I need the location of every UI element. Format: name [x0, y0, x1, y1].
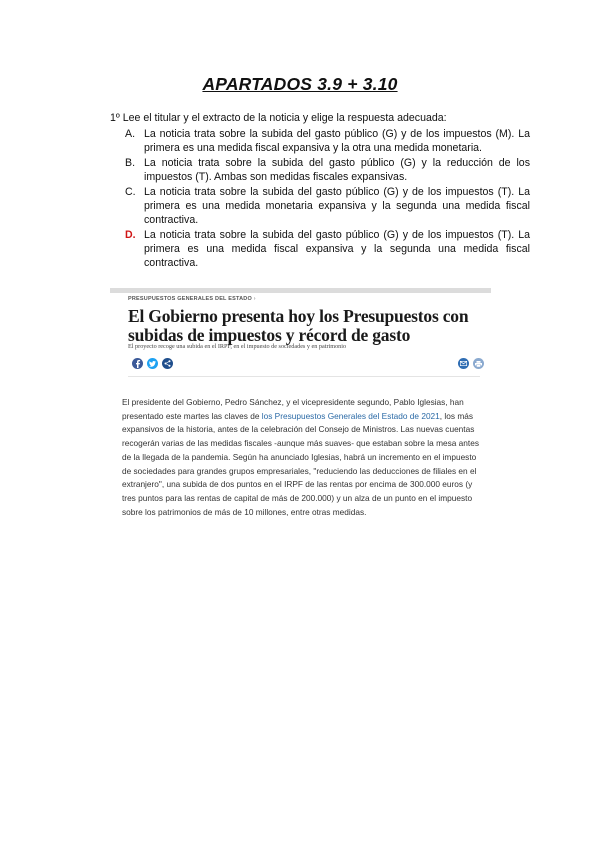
- question-prompt: 1º Lee el titular y el extracto de la noticia y elige la respuesta adecuada:: [110, 112, 447, 124]
- article-headline: El Gobierno presenta hoy los Presupuestos con subidas de impuestos y récord de gasto: [128, 306, 469, 345]
- news-clipping: [110, 288, 491, 578]
- option-text: La noticia trata sobre la subida del gasto público (G) y la reducción de los impuestos (T). Ambas son medidas fiscales expansivas.: [144, 157, 530, 183]
- option-letter: B.: [125, 157, 136, 169]
- option-c: [110, 185, 530, 227]
- twitter-icon[interactable]: [147, 358, 158, 369]
- divider: [128, 376, 480, 377]
- option-letter: C.: [125, 186, 136, 198]
- option-a: [110, 127, 530, 155]
- option-text: La noticia trata sobre la subida del gasto público (G) y de los impuestos (T). La primera es una medida monetaria expansiva y la segunda una medida fiscal contractiva.: [144, 186, 530, 226]
- option-letter: A.: [125, 128, 136, 140]
- answer-options: [110, 127, 530, 270]
- option-text: La noticia trata sobre la subida del gasto público (G) y de los impuestos (M). La primera es una medida fiscal expansiva y la otra una medida monetaria.: [144, 128, 530, 154]
- mail-icon[interactable]: [458, 358, 469, 369]
- section-label[interactable]: PRESUPUESTOS GENERALES DEL ESTADO ›: [128, 296, 256, 302]
- share-buttons-secondary: [458, 358, 484, 369]
- option-letter-correct: D.: [125, 229, 136, 241]
- body-text: , los más expansivos de la historia, antes de la celebración del Consejo de Ministros. Las nuevas cuentas recogerán varias de las medidas fiscales -aunque más suaves- que estaban sobre la mesa antes de la llegada de la pandemia. Según ha anunciado Iglesias, habrá un incremento en el impuesto de sociedades para grandes grupos empresariales, "reduciendo las deducciones de filiales en el extranjero", una subida de dos puntos en el IRPF de las rentas por encima de 300.000 euros (y tres puntos para las rentas de capital de más de 200.000) y un alza de un punto en el impuesto sobre los patrimonios de más de 10 millones, entre otras medidas.: [122, 410, 479, 517]
- option-text: La noticia trata sobre la subida del gasto público (G) y de los impuestos (T). La primera es una medida fiscal expansiva y la segunda una medida fiscal contractiva.: [144, 229, 530, 269]
- body-text: El presidente del Gobierno, Pedro Sánchez, y el vicepresidente segundo, Pablo Iglesias, han presentado este martes las claves de: [122, 397, 464, 421]
- chevron-right-icon: ›: [253, 296, 256, 302]
- share-buttons: [132, 358, 173, 369]
- facebook-icon[interactable]: [132, 358, 143, 369]
- article-body: [122, 396, 482, 519]
- clipping-top-bar: [110, 288, 491, 293]
- print-icon[interactable]: [473, 358, 484, 369]
- option-b: [110, 156, 530, 184]
- article-subhead: El proyecto recoge una subida en el IRPF, en el impuesto de sociedades y en patrimonio: [128, 343, 347, 350]
- option-d: [110, 228, 530, 270]
- share-icon[interactable]: [162, 358, 173, 369]
- budget-link[interactable]: los Presupuestos Generales del Estado de 2021: [261, 410, 440, 421]
- page-title: APARTADOS 3.9 + 3.10: [202, 74, 398, 94]
- question-block: [110, 111, 530, 271]
